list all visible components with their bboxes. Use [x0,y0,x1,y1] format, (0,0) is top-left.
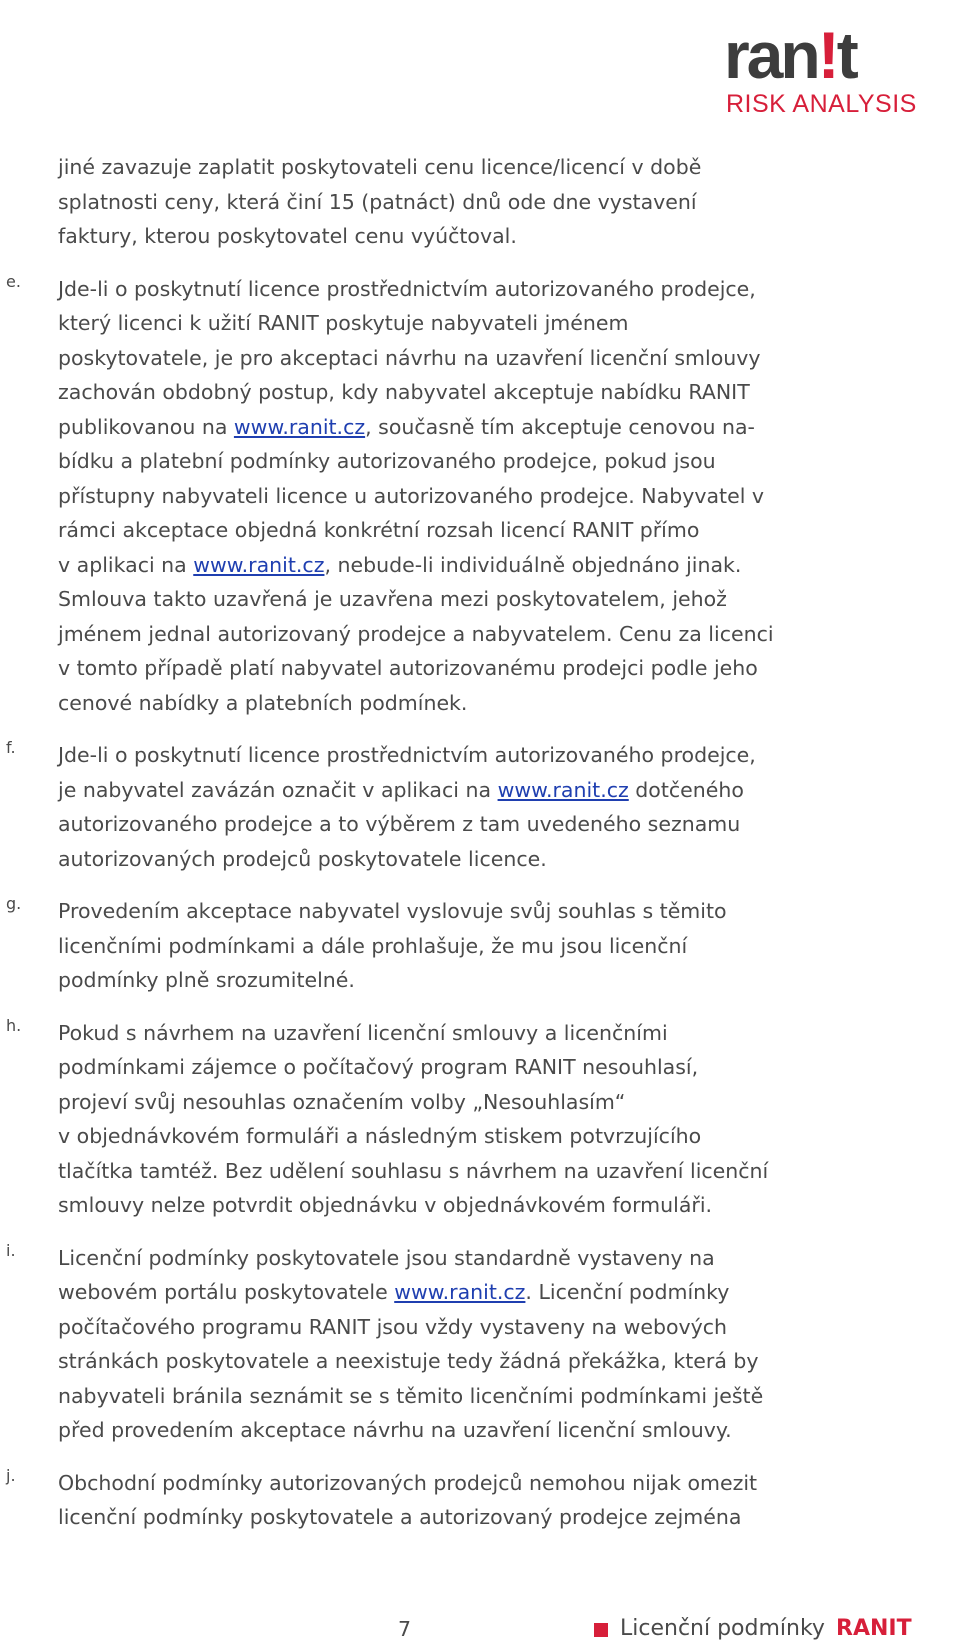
text-run: Pokud s návrhem na uzavření licenční smlouvy a licenčními [58,1020,668,1045]
text-line [58,582,858,617]
text-run: Jde-li o poskytnutí licence prostřednictvím autorizovaného prodejce, [58,743,756,767]
list-marker: g. [6,894,22,913]
text-line [58,479,858,514]
text-line [58,1466,858,1501]
logo-word-bang: ! [817,18,837,92]
text-run: faktury, kterou poskytovatel cenu vyúčtoval. [58,224,517,248]
text-line [58,1241,858,1276]
list-marker: f. [6,738,16,757]
text-line [58,686,858,721]
list-item [0,1241,858,1448]
text-line [58,807,858,842]
text-run: zachován obdobný postup, kdy nabyvatel akceptuje nabídku RANIT [58,380,750,404]
logo-word-t: t [836,18,856,92]
list-marker: h. [6,1015,22,1035]
text-run: cenové nabídky a platebních podmínek. [58,690,468,715]
text-line [58,410,858,445]
paragraph-text [58,272,858,721]
text-line [58,1500,858,1535]
text-line [58,963,858,998]
text-line [58,1310,858,1345]
text-run: je nabyvatel zavázán označit v aplikaci na [58,777,498,802]
text-line [58,1119,858,1154]
text-run: publikovanou na [58,414,234,439]
text-line [58,617,858,652]
text-line [58,738,858,773]
text-run: v tomto případě platí nabyvatel autorizovanému prodejci podle jeho [58,656,758,680]
footer-title: Licenční podmínky [620,1616,825,1641]
text-line [58,651,858,686]
text-line [58,548,858,583]
text-run: , současně tím akceptuje cenovou na- [365,414,755,439]
website-link[interactable]: www.ranit.cz [193,552,325,577]
text-run: Licenční podmínky poskytovatele jsou standardně vystaveny na [58,1245,715,1270]
list-item [0,150,858,254]
text-line [58,219,858,254]
text-line [58,513,858,548]
text-run: licenčními podmínkami a dále prohlašuje, že mu jsou licenční [58,933,688,958]
text-line [58,185,858,220]
text-run: autorizovaného prodejce a to výběrem z tam uvedeného seznamu [58,812,741,836]
text-line [58,1154,858,1189]
list-item [0,1016,858,1223]
list-item [0,272,858,721]
logo-word-ran: ran [724,18,818,92]
list-marker: i. [6,1240,16,1260]
paragraph-text [58,1016,858,1223]
paragraph-text [58,1466,858,1535]
text-line [58,444,858,479]
text-line [58,150,858,185]
text-run: počítačového programu RANIT jsou vždy vystaveny na webových [58,1314,728,1339]
page-footer [0,1612,960,1646]
logo-wordmark [724,18,856,92]
text-run: Obchodní podmínky autorizovaných prodejců nemohou nijak omezit [58,1470,758,1495]
text-run: splatnosti ceny, která činí 15 (patnáct) dnů ode dne vystavení [58,189,697,214]
text-line [58,341,858,376]
logo-subtitle: RISK ANALYSIS [726,90,917,118]
text-run: projeví svůj nesouhlas označením volby „Nesouhlasím“ [58,1089,626,1114]
paragraph-text [58,738,858,876]
footer-square-icon [594,1623,608,1637]
text-run: bídku a platební podmínky autorizovaného prodejce, pokud jsou [58,449,716,473]
paragraph-text [58,150,858,254]
text-run: před provedením akceptace návrhu na uzavření licenční smlouvy. [58,1418,732,1442]
text-line [58,1085,858,1120]
ranit-logo [724,18,960,118]
text-run: v aplikaci na [58,552,194,577]
paragraph-text [58,894,858,998]
footer-brand: RANIT [836,1616,912,1641]
text-line [58,1275,858,1310]
text-line [58,773,858,808]
list-marker: j. [6,1465,16,1485]
text-line [58,1016,858,1051]
list-item [0,738,858,876]
text-line [58,1379,858,1414]
text-run: stránkách poskytovatele a neexistuje tedy žádná překážka, která by [58,1349,759,1373]
text-run: který licenci k užití RANIT poskytuje nabyvateli jménem [58,311,629,335]
page-number: 7 [398,1617,412,1641]
text-run: smlouvy nelze potvrdit objednávku v objednávkovém formuláři. [58,1193,713,1217]
text-run: . Licenční podmínky [525,1280,730,1304]
text-run: webovém portálu poskytovatele [58,1280,395,1304]
text-run: Smlouva takto uzavřená je uzavřena mezi poskytovatelem, jehož [58,587,727,611]
website-link[interactable]: www.ranit.cz [497,777,629,802]
text-run: dotčeného [628,777,744,802]
text-run: tlačítka tamtéž. Bez udělení souhlasu s návrhem na uzavření licenční [58,1158,769,1183]
text-run: nabyvateli bránila seznámit se s těmito licenčními podmínkami ještě [58,1383,764,1408]
text-line [58,272,858,307]
text-line [58,1413,858,1448]
text-run: Provedením akceptace nabyvatel vyslovuje svůj souhlas s těmito [58,899,727,923]
text-line [58,842,858,877]
text-line [58,375,858,410]
text-line [58,929,858,964]
text-line [58,1188,858,1223]
text-run: poskytovatele, je pro akceptaci návrhu na uzavření licenční smlouvy [58,345,761,370]
text-run: rámci akceptace objedná konkrétní rozsah licencí RANIT přímo [58,518,700,542]
text-run: Jde-li o poskytnutí licence prostřednictvím autorizovaného prodejce, [58,276,756,301]
text-run: , nebude-li individuálně objednáno jinak. [324,552,742,577]
text-run: podmínkami zájemce o počítačový program RANIT nesouhlasí, [58,1055,699,1079]
text-run: přístupny nabyvateli licence u autorizovaného prodejce. Nabyvatel v [58,483,765,508]
text-line [58,1344,858,1379]
text-line [58,306,858,341]
list-marker: e. [6,271,21,291]
text-run: jménem jednal autorizovaný prodejce a nabyvatelem. Cenu za licenci [58,621,774,646]
text-line [58,1050,858,1085]
text-run: podmínky plně srozumitelné. [58,968,355,992]
list-item [0,1466,858,1535]
text-run: jiné zavazuje zaplatit poskytovateli cenu licence/licencí v době [58,155,702,179]
text-run: autorizovaných prodejců poskytovatele licence. [58,846,547,871]
document-body [0,150,960,1553]
website-link[interactable]: www.ranit.cz [394,1280,526,1304]
text-run: licenční podmínky poskytovatele a autorizovaný prodejce zejména [58,1505,742,1529]
text-line [58,894,858,929]
list-item [0,894,858,998]
paragraph-text [58,1241,858,1448]
text-run: v objednávkovém formuláři a následným stiskem potvrzujícího [58,1124,702,1148]
website-link[interactable]: www.ranit.cz [233,414,366,439]
